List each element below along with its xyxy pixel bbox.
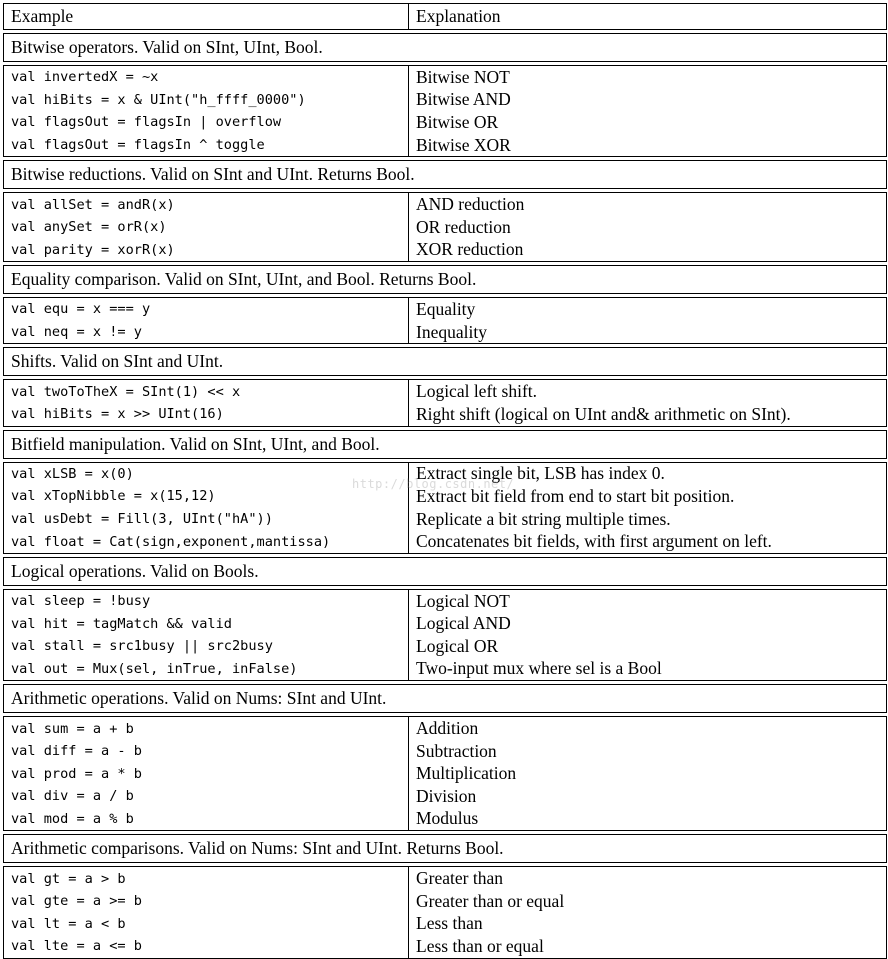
code-example: val hiBits = x >> UInt(16) [4, 403, 409, 426]
section-header-row [4, 34, 887, 62]
table-row [4, 193, 887, 216]
explanation-text: Multiplication [409, 762, 887, 785]
section-title: Logical operations. Valid on Bools. [4, 557, 887, 585]
explanation-text: Greater than or equal [409, 890, 887, 913]
code-example: val twoToTheX = SInt(1) << x [4, 380, 409, 403]
table-header-row [4, 4, 887, 30]
code-example: val sum = a + b [4, 717, 409, 740]
table-row [4, 867, 887, 890]
explanation-text: Replicate a bit string multiple times. [409, 508, 887, 531]
code-example: val usDebt = Fill(3, UInt("hA")) [4, 508, 409, 531]
code-example: val xLSB = x(0) [4, 462, 409, 485]
explanation-text: OR reduction [409, 216, 887, 239]
code-example: val neq = x != y [4, 321, 409, 344]
code-example: val lt = a < b [4, 912, 409, 935]
section-title: Bitwise reductions. Valid on SInt and UInt. Returns Bool. [4, 161, 887, 189]
table-row [4, 66, 887, 89]
explanation-text: Bitwise AND [409, 89, 887, 112]
table-row [4, 740, 887, 763]
operator-table-body [4, 4, 887, 959]
explanation-text: Inequality [409, 321, 887, 344]
section-header-row [4, 557, 887, 585]
table-row [4, 762, 887, 785]
code-example: val diff = a - b [4, 740, 409, 763]
code-example: val out = Mux(sel, inTrue, inFalse) [4, 658, 409, 681]
code-example: val gt = a > b [4, 867, 409, 890]
section-title: Shifts. Valid on SInt and UInt. [4, 348, 887, 376]
section-header-row [4, 348, 887, 376]
table-row [4, 462, 887, 485]
operator-reference-document [3, 3, 886, 959]
code-example: val xTopNibble = x(15,12) [4, 485, 409, 508]
table-row [4, 216, 887, 239]
table-row [4, 808, 887, 831]
section-header-row [4, 685, 887, 713]
table-row [4, 785, 887, 808]
code-example: val hit = tagMatch && valid [4, 613, 409, 636]
table-row [4, 530, 887, 553]
explanation-text: Extract bit field from end to start bit position. [409, 485, 887, 508]
code-example: val equ = x === y [4, 298, 409, 321]
section-title: Arithmetic operations. Valid on Nums: SInt and UInt. [4, 685, 887, 713]
section-title: Arithmetic comparisons. Valid on Nums: SInt and UInt. Returns Bool. [4, 835, 887, 863]
explanation-text: Less than [409, 912, 887, 935]
explanation-text: Bitwise OR [409, 111, 887, 134]
table-row [4, 403, 887, 426]
table-row [4, 589, 887, 612]
explanation-text: Logical NOT [409, 589, 887, 612]
table-row [4, 485, 887, 508]
table-row [4, 321, 887, 344]
explanation-text: Logical AND [409, 613, 887, 636]
section-title: Bitwise operators. Valid on SInt, UInt, Bool. [4, 34, 887, 62]
explanation-text: Subtraction [409, 740, 887, 763]
explanation-text: Modulus [409, 808, 887, 831]
table-row [4, 111, 887, 134]
explanation-text: AND reduction [409, 193, 887, 216]
explanation-text: Two-input mux where sel is a Bool [409, 658, 887, 681]
code-example: val sleep = !busy [4, 589, 409, 612]
code-example: val stall = src1busy || src2busy [4, 635, 409, 658]
explanation-text: Logical left shift. [409, 380, 887, 403]
section-header-row [4, 161, 887, 189]
table-row [4, 717, 887, 740]
code-example: val anySet = orR(x) [4, 216, 409, 239]
section-header-row [4, 835, 887, 863]
explanation-text: Less than or equal [409, 935, 887, 958]
table-row [4, 298, 887, 321]
example-column-header: Example [4, 4, 409, 30]
code-example: val allSet = andR(x) [4, 193, 409, 216]
explanation-text: Bitwise NOT [409, 66, 887, 89]
code-example: val invertedX = ~x [4, 66, 409, 89]
table-row [4, 380, 887, 403]
code-example: val mod = a % b [4, 808, 409, 831]
code-example: val flagsOut = flagsIn ^ toggle [4, 134, 409, 157]
code-example: val flagsOut = flagsIn | overflow [4, 111, 409, 134]
table-row [4, 912, 887, 935]
table-row [4, 890, 887, 913]
table-row [4, 239, 887, 262]
code-example: val prod = a * b [4, 762, 409, 785]
code-example: val gte = a >= b [4, 890, 409, 913]
explanation-text: Addition [409, 717, 887, 740]
explanation-column-header: Explanation [409, 4, 887, 30]
table-row [4, 613, 887, 636]
section-header-row [4, 430, 887, 458]
explanation-text: Right shift (logical on UInt and& arithmetic on SInt). [409, 403, 887, 426]
explanation-text: Division [409, 785, 887, 808]
section-title: Bitfield manipulation. Valid on SInt, UInt, and Bool. [4, 430, 887, 458]
explanation-text: Logical OR [409, 635, 887, 658]
table-row [4, 635, 887, 658]
table-row [4, 89, 887, 112]
code-example: val div = a / b [4, 785, 409, 808]
explanation-text: Bitwise XOR [409, 134, 887, 157]
explanation-text: Equality [409, 298, 887, 321]
explanation-text: Greater than [409, 867, 887, 890]
explanation-text: Extract single bit, LSB has index 0. [409, 462, 887, 485]
table-row [4, 134, 887, 157]
watermark-text: http://blog.csdn.net/ [352, 477, 515, 491]
code-example: val parity = xorR(x) [4, 239, 409, 262]
explanation-text: Concatenates bit fields, with first argument on left. [409, 530, 887, 553]
explanation-text: XOR reduction [409, 239, 887, 262]
table-row [4, 658, 887, 681]
table-row [4, 508, 887, 531]
code-example: val lte = a <= b [4, 935, 409, 958]
operator-table [3, 3, 887, 959]
section-header-row [4, 266, 887, 294]
code-example: val hiBits = x & UInt("h_ffff_0000") [4, 89, 409, 112]
code-example: val float = Cat(sign,exponent,mantissa) [4, 530, 409, 553]
section-title: Equality comparison. Valid on SInt, UInt, and Bool. Returns Bool. [4, 266, 887, 294]
